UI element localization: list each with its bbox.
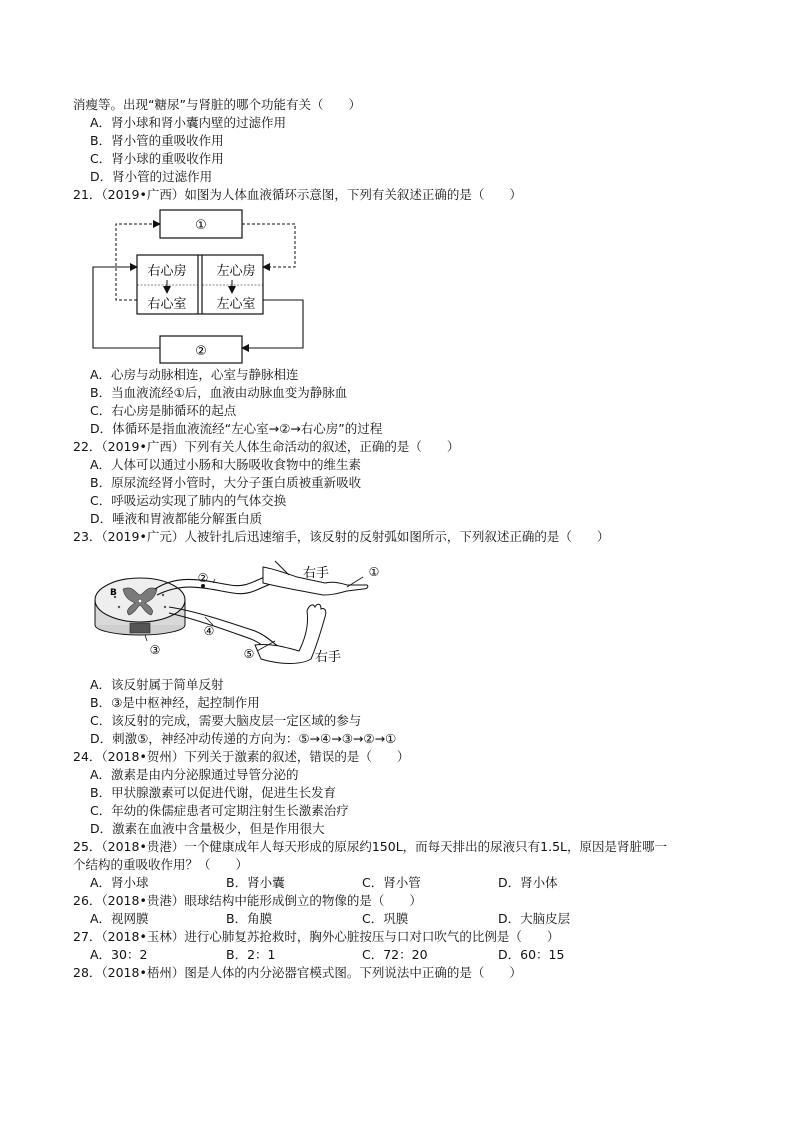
q25-options [90,874,634,892]
q25-stem: 25．（2018•贵港）一个健康成年人每天形成的原尿约150L，而每天排出的尿液只有1.5L，原因是肾脏哪一 [73,839,668,854]
q20-option-c: C．肾小球的重吸收作用 [90,151,224,166]
blood-circulation-diagram [85,205,315,370]
q24-option-d: D．激素在血液中含量极少，但是作用很大 [90,821,325,836]
q20-option-b: B．肾小管的重吸收作用 [90,133,224,148]
q27-options [90,946,634,964]
reflex-label-3: ③ [149,643,161,657]
left-atrium-label: 左心房 [216,264,256,279]
q23-option-b: B．③是中枢神经，起控制作用 [90,695,260,710]
q21-stem: 21．（2019•广西）如图为人体血液循环示意图，下列有关叙述正确的是（ ） [73,187,522,202]
q27-option-c: C．72：20 [362,947,428,962]
reflex-label-2: ② [197,571,209,585]
q27-option-d: D．60：15 [498,947,565,962]
q23-option-a: A．该反射属于简单反射 [90,677,224,692]
q25-option-d: D．肾小体 [498,875,558,890]
q25-stem-cont: 个结构的重吸收作用？（ ） [73,857,249,872]
q22-option-d: D．唾液和胃液都能分解蛋白质 [90,511,263,526]
q24-stem: 24．（2018•贺州）下列关于激素的叙述，错误的是（ ） [73,749,410,764]
q24-option-b: B．甲状腺激素可以促进代谢，促进生长发育 [90,785,337,800]
reflex-label-4: ④ [203,624,215,638]
right-ventricle-label: 右心室 [147,297,187,312]
q21-option-b: B．当血液流经①后，血液由动脉血变为静脉血 [90,385,348,400]
q22-option-b: B．原尿流经肾小管时，大分子蛋白质被重新吸收 [90,475,362,490]
q28-stem: 28．（2018•梧州）图是人体的内分泌器官模式图。下列说法中正确的是（ ） [73,965,522,980]
q21-option-d: D．体循环是指血液流经“左心室→②→右心房”的过程 [90,421,383,436]
q27-option-a: A．30：2 [90,947,148,962]
q23-stem: 23．（2019•广元）人被针扎后迅速缩手，该反射的反射弧如图所示，下列叙述正确的是（ ） [73,529,610,544]
right-atrium-label: 右心房 [147,264,187,279]
q26-option-a: A．视网膜 [90,911,149,926]
spinal-cord-section [95,578,185,635]
q20-option-d: D．肾小管的过滤作用 [90,169,213,184]
reflex-label-5: ⑤ [243,647,255,661]
q26-option-d: D．大脑皮层 [498,911,571,926]
q22-stem: 22．（2019•广西）下列有关人体生命活动的叙述，正确的是（ ） [73,439,460,454]
q25-option-b: B．肾小囊 [226,875,285,890]
q26-option-c: C．巩膜 [362,911,409,926]
q26-stem: 26．（2018•贵港）眼球结构中能形成倒立的物像的是（ ） [73,893,422,908]
q25-option-a: A．肾小球 [90,875,149,890]
q27-option-b: B．2：1 [226,947,276,962]
diagram-box-2-label: ② [195,344,207,359]
q23-option-d: D．刺激⑤，神经冲动传递的方向为：⑤→④→③→②→① [90,731,397,746]
q24-option-c: C．年幼的侏儒症患者可定期注射生长激素治疗 [90,803,349,818]
q25-option-c: C．肾小管 [362,875,421,890]
q20-option-a: A．肾小球和肾小囊内壁的过滤作用 [90,115,287,130]
spinal-label-b: B [110,588,117,598]
q22-option-c: C．呼吸运动实现了肺内的气体交换 [90,493,287,508]
q21-option-c: C．右心房是肺循环的起点 [90,403,237,418]
right-hand-label-top: 右手 [303,566,330,581]
reflex-label-1: ① [368,565,380,579]
q21-option-a: A．心房与动脉相连，心室与静脉相连 [90,367,299,382]
q26-option-b: B．角膜 [226,911,273,926]
q22-option-a: A．人体可以通过小肠和大肠吸收食物中的维生素 [90,457,362,472]
right-hand-label-bottom: 右手 [315,650,342,665]
q24-option-a: A．激素是由内分泌腺通过导管分泌的 [90,767,299,782]
q26-options [90,910,634,928]
diagram-box-1-label: ① [195,218,207,233]
left-ventricle-label: 左心室 [216,297,256,312]
reflex-arc-figure [85,555,395,670]
q20-continuation: 消瘦等。出现“糖尿”与肾脏的哪个功能有关（ ） [73,97,361,112]
q27-stem: 27．（2018•玉林）进行心肺复苏抢救时，胸外心脏按压与口对口吹气的比例是（ ） [73,929,560,944]
q23-option-c: C．该反射的完成，需要大脑皮层一定区域的参与 [90,713,362,728]
